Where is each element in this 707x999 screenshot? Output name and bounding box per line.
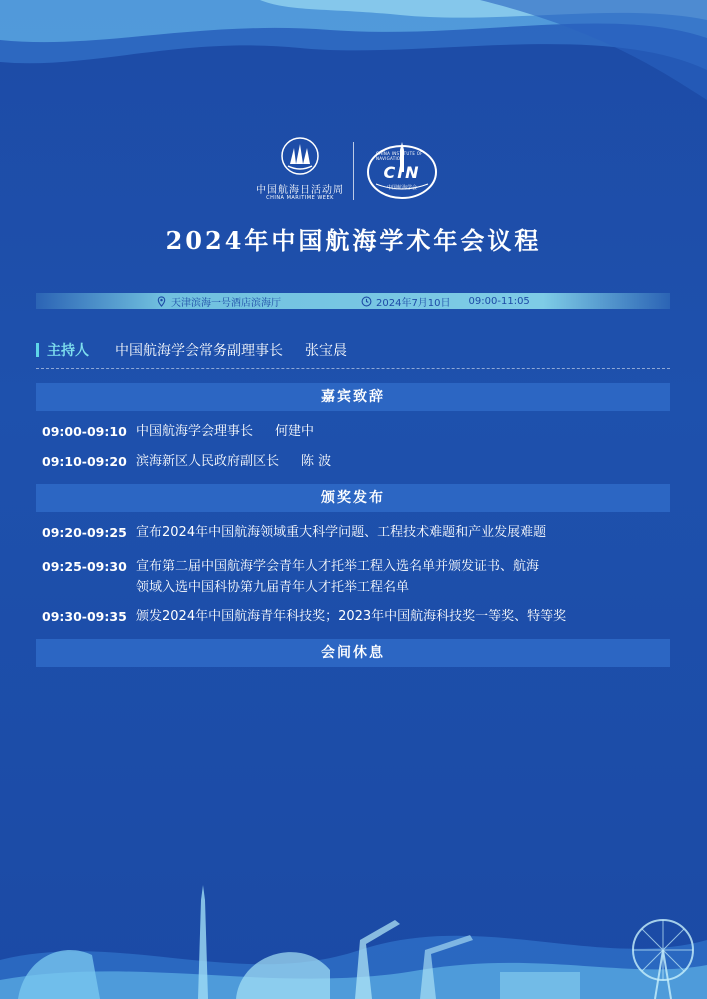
venue-text: 天津滨海一号酒店滨海厅 (171, 298, 281, 309)
logo-group (250, 136, 460, 206)
dashed-divider (36, 368, 670, 369)
agenda-desc: 宣布2024年中国航海领域重大科学问题、工程技术难题和产业发展难题 (136, 525, 547, 540)
cin-logo (362, 140, 448, 200)
agenda-row (42, 606, 672, 627)
section-header-break: 会间休息 (36, 639, 670, 667)
agenda-desc-line: 领域入选中国科协第九届青年人才托举工程名单 (136, 580, 410, 595)
venue-info (156, 294, 281, 309)
cin-logo-cn: 中国航海学会 (386, 185, 417, 191)
logo-left-en: CHINA MARITIME WEEK (266, 195, 334, 201)
agenda-time: 09:30-09:35 (42, 609, 127, 624)
agenda-time: 09:00-09:10 (42, 424, 127, 439)
hours-text: 09:00-11:05 (468, 296, 530, 307)
section-header-guest-speeches: 嘉宾致辞 (36, 383, 670, 411)
agenda-desc (136, 451, 672, 472)
host-name: 张宝晨 (305, 343, 347, 359)
speaker-name: 何建中 (275, 424, 315, 439)
host-role: 中国航海学会常务副理事长 (115, 343, 283, 359)
harbor-skyline-illustration (0, 880, 707, 999)
speaker-role: 滨海新区人民政府副区长 (136, 454, 280, 469)
agenda-time: 09:10-09:20 (42, 454, 127, 469)
cin-logo-mark: CIN (383, 163, 421, 182)
agenda-row (42, 556, 672, 598)
host-row (36, 340, 347, 360)
agenda-row (42, 522, 672, 543)
agenda-row (42, 421, 672, 442)
host-accent-bar (36, 343, 39, 357)
agenda-desc: 颁发2024年中国航海青年科技奖；2023年中国航海科技奖一等奖、特等奖 (136, 609, 567, 624)
agenda-desc (136, 421, 672, 442)
date-text: 2024年7月10日 (376, 298, 451, 309)
clock-icon (361, 296, 372, 307)
location-pin-icon (156, 296, 167, 307)
agenda-row (42, 451, 672, 472)
page-title: 2024年中国航海学术年会议程 (165, 226, 542, 255)
speaker-role: 中国航海学会理事长 (136, 424, 254, 439)
logo-left-cn: 中国航海日活动周 (256, 185, 344, 196)
speaker-name: 陈 波 (301, 454, 332, 469)
sail-emblem-icon (280, 136, 320, 176)
info-bar (36, 293, 670, 309)
time-info (361, 294, 530, 309)
agenda-time: 09:20-09:25 (42, 525, 127, 540)
logo-divider (353, 142, 354, 200)
top-wave-decoration (0, 0, 707, 120)
cin-logo-en: CHINA INSTITUTE OF NAVIGATION (376, 151, 423, 161)
agenda-desc (136, 556, 672, 598)
china-maritime-week-logo (250, 136, 350, 206)
host-label: 主持人 (47, 343, 89, 359)
agenda-time: 09:25-09:30 (42, 559, 127, 574)
agenda-desc-line: 宣布第二届中国航海学会青年人才托举工程入选名单并颁发证书、航海 (136, 559, 540, 574)
section-header-awards: 颁奖发布 (36, 484, 670, 512)
